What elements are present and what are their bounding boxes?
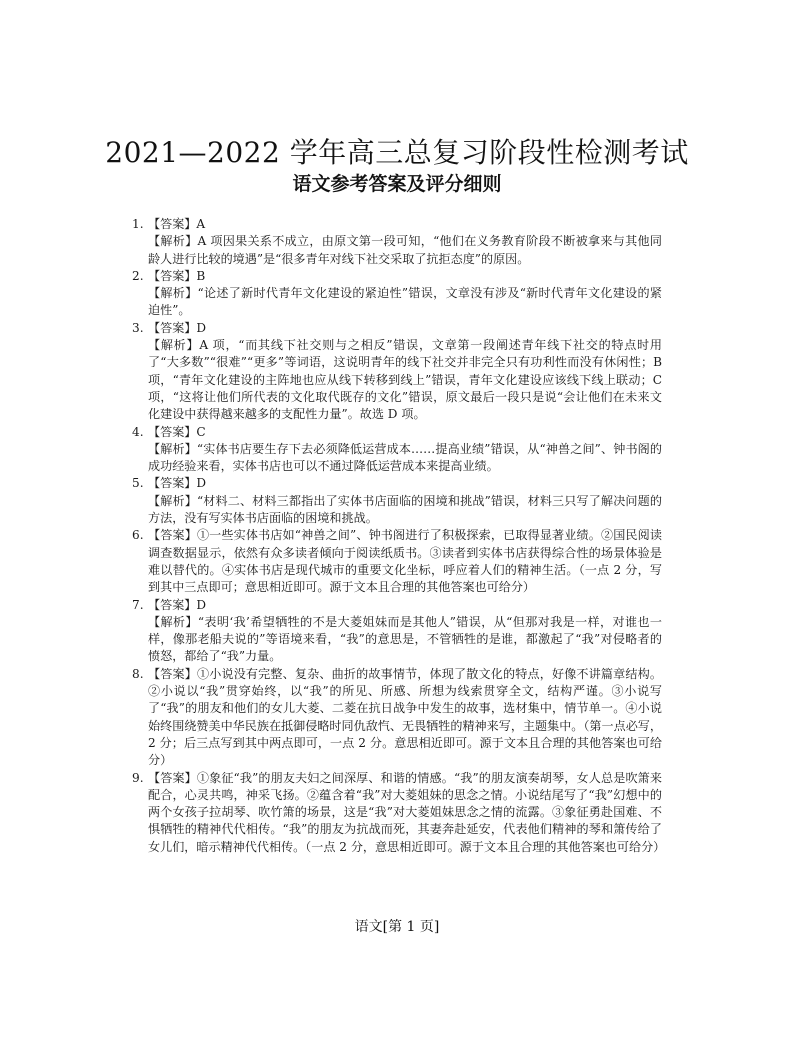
answer-item-8: [132, 666, 662, 770]
question-number: 8.: [132, 666, 144, 681]
explanation-label: 【解析】: [148, 338, 200, 353]
explanation-text: “表明‘我’希望牺牲的不是大菱姐妹而是其他人”错误，从“但那对我是一样，对谁也一样，像那老船夫说的”等语境来看，“我”的意思是，不管牺牲的是谁，都激起了“我”对侵略者的愤怒，都给了“我”力量。: [148, 614, 662, 664]
answer-item-1: [132, 216, 662, 268]
explanation-text: “材料二、材料三都指出了实体书店面临的困境和挑战”错误，材料三只写了解决问题的方法，没有写实体书店面临的困境和挑战。: [148, 493, 662, 526]
answer-label: 【答案】: [148, 528, 197, 543]
answer-list: [132, 216, 666, 856]
answer-text: A: [196, 217, 206, 231]
answer-item-7: [132, 597, 662, 666]
answer-text: D: [196, 320, 207, 335]
answer-label: 【答案】: [148, 424, 197, 439]
question-number: 1.: [132, 217, 144, 231]
answer-text: D: [196, 476, 207, 491]
answer-text: ①小说没有完整、复杂、曲折的故事情节，体现了散文化的特点，好像不讲篇章结构。②小说以“我”贯穿始终，以“我”的所见、所感、所想为线索贯穿全文，结构严谨。③小说写了“我”的朋友和他们的女儿大菱、二菱在抗日战争中发生的故事，选材集中，情节单一。④小说始终围绕赞美中华民族在抵御侵略时同仇敌忾、无畏牺牲的精神来写，主题集中。（第一点必写，2 分；后三点写到其中两点即可，一点 2 分。意思相近即可。源于文本且合理的其他答案也可给分）: [148, 666, 662, 768]
answer-label: 【答案】: [148, 666, 197, 681]
explanation-text: A 项因果关系不成立，由原文第一段可知，“他们在义务教育阶段不断被拿来与其他同龄人进行比较的境遇”是“很多青年对线下社交采取了抗拒态度”的原因。: [148, 234, 662, 266]
answer-text: ①象征“我”的朋友夫妇之间深厚、和谐的情感。“我”的朋友演奏胡琴，女人总是吹箫来配合，心灵共鸣，神采飞扬。②蕴含着“我”对大菱姐妹的思念之情。小说结尾写了“我”幻想中的两个女孩子拉胡琴、吹竹箫的场景，这是“我”对大菱姐妹思念之情的流露。③象征勇赴国难、不惧牺牲的精神代代相传。“我”的朋友为抗战而死，其妻奔赴延安，代表他们精神的琴和箫传给了女儿们，暗示精神代代相传。（一点 2 分，意思相近即可。源于文本且合理的其他答案也可给分）: [148, 770, 666, 854]
question-number: 3.: [132, 320, 144, 335]
question-number: 7.: [132, 597, 144, 612]
page-footer: 语文[第 1 页]: [354, 919, 440, 935]
answer-text: D: [196, 597, 207, 612]
explanation-label: 【解析】: [148, 234, 198, 249]
answer-label: 【答案】: [148, 476, 197, 491]
answer-label: 【答案】: [148, 217, 197, 231]
answer-item-9: [132, 770, 666, 856]
explanation-label: 【解析】: [148, 614, 198, 629]
answer-label: 【答案】: [148, 597, 197, 612]
answer-label: 【答案】: [148, 268, 197, 283]
answer-label: 【答案】: [148, 770, 197, 785]
explanation-label: 【解析】: [148, 441, 197, 456]
answer-text: ①一些实体书店如“神兽之间”、钟书阁进行了积极探索，已取得显著业绩。②国民阅读调查数据显示，依然有众多读者倾向于阅读纸质书。③读者到实体书店获得综合性的场景体验是难以替代的。④实体书店是现代城市的重要文化坐标，呼应着人们的精神生活。（一点 2 分，写到其中三点即可；意思相近即可。源于文本且合理的其他答案也可给分）: [148, 528, 662, 595]
answer-item-5: [132, 475, 662, 527]
explanation-text: “论述了新时代青年文化建设的紧迫性”错误，文章没有涉及“新时代青年文化建设的紧迫性”。: [148, 286, 662, 318]
page-subtitle: 语文参考答案及评分细则: [292, 173, 502, 195]
question-number: 6.: [132, 528, 144, 543]
page-title: 2021—2022 学年高三总复习阶段性检测考试: [105, 136, 689, 169]
question-number: 4.: [132, 424, 144, 439]
explanation-text: “实体书店要生存下去必须降低运营成本……提高业绩”错误，从“神兽之间”、钟书阁的成功经验来看，实体书店也可以不通过降低运营成本来提高业绩。: [148, 441, 662, 474]
question-number: 2.: [132, 268, 144, 283]
explanation-label: 【解析】: [148, 286, 198, 301]
explanation-label: 【解析】: [148, 493, 197, 508]
answer-text: C: [196, 424, 206, 439]
explanation-text: A 项，“而其线下社交则与之相反”错误，文章第一段阐述青年线下社交的特点时用了“大多数”“很难”“更多”等词语，这说明青年的线下社交并非完全只有功利性而没有休闲性；B 项，“青年文化建设的主阵地也应从线下转移到线上”错误，青年文化建设应该线下线上联动；C 项，“这将让他们所代表的文化取代既存的文化”错误，原文最后一段只是说“会让他们在未来文化建设中获得越来越多的支配性力量”。故选 D 项。: [148, 338, 662, 422]
question-number: 5.: [132, 476, 144, 491]
answer-text: B: [196, 268, 206, 283]
answer-label: 【答案】: [148, 320, 197, 335]
answer-item-2: [132, 268, 662, 320]
answer-item-4: [132, 424, 662, 476]
answer-item-6: [132, 527, 662, 596]
question-number: 9.: [132, 770, 144, 785]
answer-item-3: [132, 320, 662, 424]
